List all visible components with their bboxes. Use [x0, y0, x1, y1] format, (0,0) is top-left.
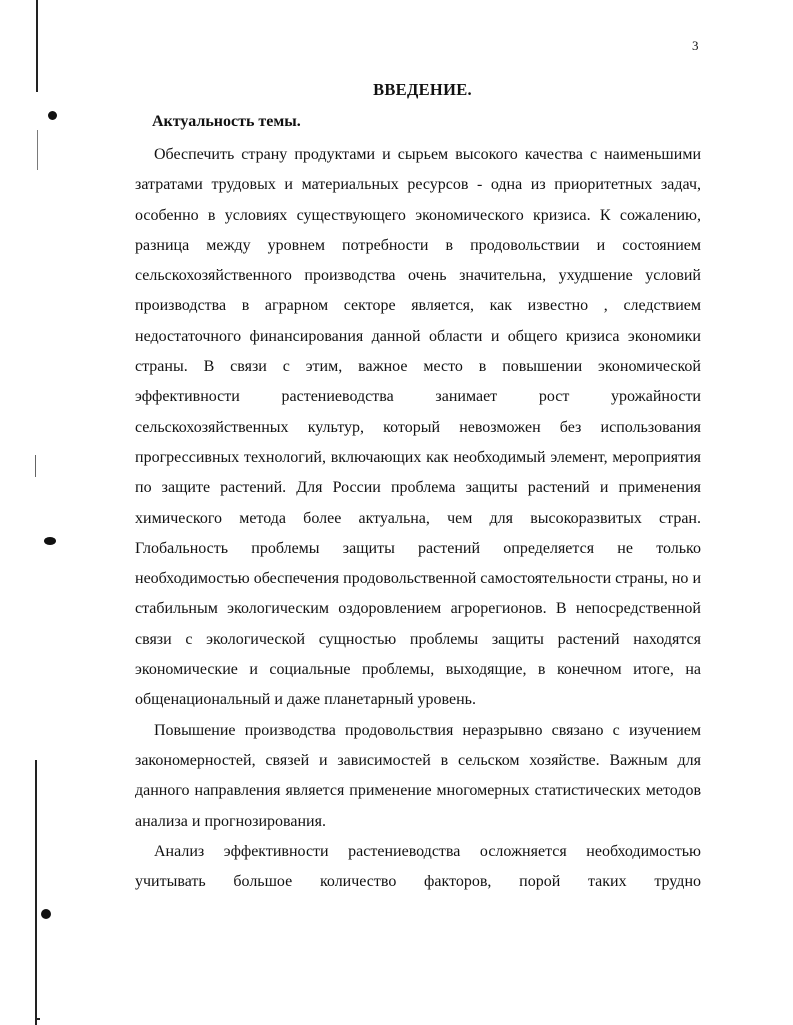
paragraph-2-text: Повышение производства продовольствия неразрывно связано с изучением закономерностей, связей и зависимостей в сельском хозяйстве. Важным для данного направления является применение многомерных статистических методов анализа и прогнозирования. [135, 721, 701, 830]
paragraph-1 [135, 140, 701, 716]
punch-hole-mark-1 [48, 111, 57, 120]
page-number: 3 [692, 38, 699, 53]
scan-edge-line-mid [37, 130, 38, 170]
scan-edge-foot [35, 1018, 40, 1020]
body-text [135, 140, 701, 897]
paragraph-3 [135, 837, 701, 898]
scan-edge-line-bottom [35, 760, 37, 1025]
scan-edge-line-low [35, 455, 36, 477]
section-subtitle: Актуальность темы. [152, 113, 301, 130]
punch-hole-mark-2 [44, 537, 56, 545]
paragraph-1-text: Обеспечить страну продуктами и сырьем высокого качества с наименьшими затратами трудовых и материальных ресурсов - одна из приоритетных задач, особенно в условиях существующего экономического кризиса. К сожалению, разница между уровнем потребности в продовольствии и состоянием сельскохозяйственного производства очень значительна, ухудшение условий производства в аграрном секторе является, как известно , следствием недостаточного финансирования данной области и общего кризиса экономики страны. В связи с этим, важное место в повышении экономической эффективности растениеводства занимает рост урожайности сельскохозяйственных культур, который невозможен без использования прогрессивных технологий, включающих как необходимый элемент, мероприятия по защите растений. Для России проблема защиты растений и применения химического метода более актуальна, чем для высокоразвитых стран. Глобальность проблемы защиты растений определяется не только необходимостью обеспечения продовольственной самостоятельности страны, но и стабильным экологическим оздоровлением агрорегионов. В непосредственной связи с экологической сущностью проблемы защиты растений находятся экономические и социальные проблемы, выходящие, в конечном итоге, на общенациональный и даже планетарный уровень. [135, 146, 701, 709]
paragraph-3-text: Анализ эффективности растениеводства осложняется необходимостью учитывать большое количество факторов, порой таких трудно [135, 842, 701, 891]
punch-hole-mark-3 [41, 909, 51, 919]
page-title: ВВЕДЕНИЕ. [373, 80, 472, 99]
scan-edge-line-top [36, 0, 38, 92]
paragraph-2 [135, 716, 701, 837]
